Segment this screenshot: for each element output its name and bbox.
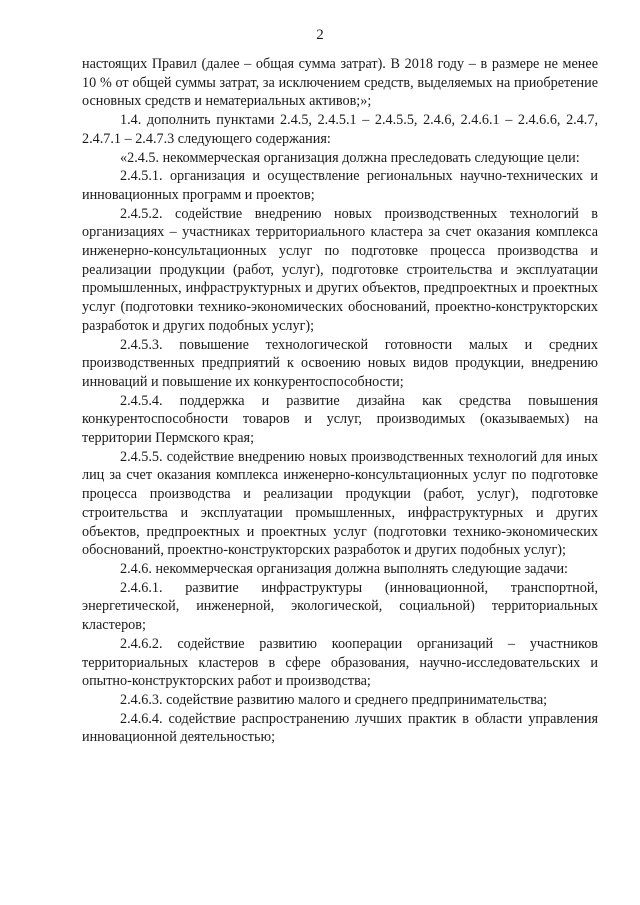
- paragraph: 2.4.5.2. содействие внедрению новых производственных технологий в организациях – участниках территориального кластера за счет оказания комплекса инженерно-консультационных услуг по подготовке процесса производства и реализации продукции (работ, услуг), подготовке строительства и эксплуатации промышленных, инфраструктурных и других объектов, предпроектных и проектных услуг (подготовки технико-экономических обоснований, проектно-конструкторских разработок и других подобных услуг);: [82, 205, 598, 334]
- paragraph: 2.4.6. некоммерческая организация должна выполнять следующие задачи:: [120, 560, 568, 577]
- paragraph: 2.4.6.1. развитие инфраструктуры (инновационной, транспортной, энергетической, инженерной, экологической, социальной) территориальных кластеров;: [82, 579, 598, 634]
- paragraph: 1.4. дополнить пунктами 2.4.5, 2.4.5.1 – 2.4.5.5, 2.4.6, 2.4.6.1 – 2.4.6.6, 2.4.7, 2.4.7.1 – 2.4.7.3 следующего содержания:: [82, 112, 598, 147]
- paragraph: 2.4.5.3. повышение технологической готовности малых и средних производственных предприятий к освоению новых видов продукции, внедрению инноваций и повышение их конкурентоспособности;: [82, 336, 598, 390]
- paragraph: 2.4.5.5. содействие внедрению новых производственных технологий для иных лиц за счет оказания комплекса инженерно-консультационных услуг по подготовке процесса производства и реализации продукции (работ, услуг), подготовке строительства и эксплуатации промышленных, инфраструктурных и других объектов, предпроектных и проектных услуг (подготовки технико-экономических обоснований, проектно-конструкторских разработок и других подобных услуг);: [82, 448, 598, 559]
- paragraph: 2.4.5.1. организация и осуществление региональных научно-технических и инновационных программ и проектов;: [82, 168, 598, 203]
- paragraph: настоящих Правил (далее – общая сумма затрат). В 2018 году – в размере не менее 10 % от общей суммы затрат, за исключением средств, выделяемых на приобретение основных средств и нематериальных активов;»;: [82, 56, 598, 110]
- paragraph: 2.4.6.3. содействие развитию малого и среднего предпринимательства;: [120, 691, 548, 708]
- paragraph: «2.4.5. некоммерческая организация должна преследовать следующие цели:: [120, 149, 580, 166]
- page-number: 2: [316, 27, 324, 43]
- document-body: [82, 55, 598, 747]
- paragraph: 2.4.6.4. содействие распространению лучших практик в области управления инновационной деятельностью;: [82, 710, 598, 746]
- paragraph: 2.4.5.4. поддержка и развитие дизайна как средства повышения конкурентоспособности товаров и услуг, производимых (оказываемых) на территории Пермского края;: [82, 392, 598, 447]
- paragraph: 2.4.6.2. содействие развитию кооперации организаций – участников территориальных кластеров в сфере образования, научно-исследовательских и опытно-конструкторских работ и производства;: [82, 635, 598, 690]
